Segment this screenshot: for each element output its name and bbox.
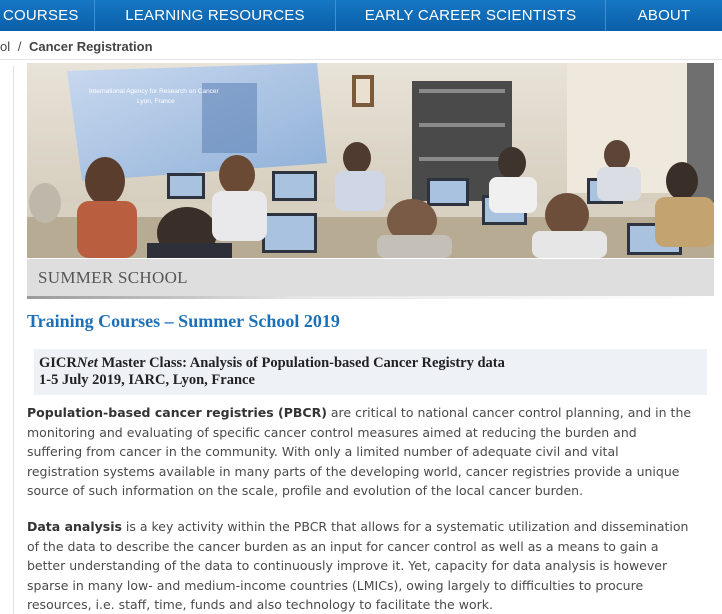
nav-about[interactable]: ABOUT (637, 7, 691, 24)
classroom-illustration (27, 63, 714, 258)
p2-line-4: sparse in many low- and medium-income countries (LMICs), owing largely to difficulties to procure (27, 577, 644, 593)
breadcrumb-parent-link[interactable]: ol (0, 39, 11, 54)
hero-photo (27, 63, 714, 258)
paragraph-data-analysis (27, 517, 717, 614)
event-name-italic: Net (76, 355, 98, 371)
p1-line-1-rest: are critical to national cancer control planning, and in the (326, 405, 692, 420)
page-title: Training Courses – Summer School 2019 (27, 311, 340, 331)
breadcrumb-current: Cancer Registration (29, 39, 153, 54)
event-date-place: 1-5 July 2019, IARC, Lyon, France (39, 372, 255, 388)
p2-line-1 (27, 517, 717, 537)
p2-line-2: of the data to describe the cancer burden as an input for cancer control as well as a means to gain a (27, 538, 659, 554)
p2-line-1-rest: is a key activity within the PBCR that allows for a systematic utilization and dissemination (121, 519, 689, 534)
p1-bold-term: Population-based cancer registries (PBCR) (27, 405, 327, 420)
sidebar-rule (13, 66, 14, 614)
screen-title: International Agency for Research on Cancer (89, 88, 219, 95)
p1-line-3: suffering from cancer in the community. With only a limited number of adequate civil and vital (27, 444, 619, 460)
p2-line-5: resources, i.e. staff, time, funds and also technology to facilitate the work. (27, 597, 493, 613)
section-bar-shadow (27, 296, 714, 299)
screen-subtitle: Lyon, France (137, 98, 175, 105)
p1-line-2: monitoring and evaluating of specific cancer control measures aimed at reducing the burden and (27, 424, 637, 440)
main-nav (0, 0, 722, 31)
breadcrumb (0, 39, 153, 54)
paragraph-pbcr (27, 403, 717, 501)
nav-courses[interactable]: COURSES (0, 0, 95, 31)
event-name-prefix: GICR (39, 355, 77, 371)
breadcrumb-separator: / (17, 39, 22, 54)
p2-line-3: better understanding of the data to continuously improve it. Yet, capacity for data analysis is however (27, 558, 668, 574)
p2-bold-term: Data analysis (27, 519, 122, 534)
nav-learning-resources[interactable]: LEARNING RESOURCES (95, 0, 336, 31)
p1-line-4: registration systems available in many parts of the developing world, cancer registries provide a unique (27, 463, 680, 479)
breadcrumb-divider (0, 59, 722, 60)
event-name-rest: Master Class: Analysis of Population-based Cancer Registry data (97, 355, 505, 371)
nav-early-career-scientists[interactable]: EARLY CAREER SCIENTISTS (336, 0, 606, 31)
event-info-box (34, 349, 707, 395)
event-name (39, 355, 707, 372)
section-label: SUMMER SCHOOL (38, 267, 188, 287)
p1-line-1 (27, 403, 717, 423)
p1-line-5: source of such information on the scale, profile and evolution of the local cancer burden. (27, 483, 584, 499)
section-header-bar (27, 259, 714, 296)
